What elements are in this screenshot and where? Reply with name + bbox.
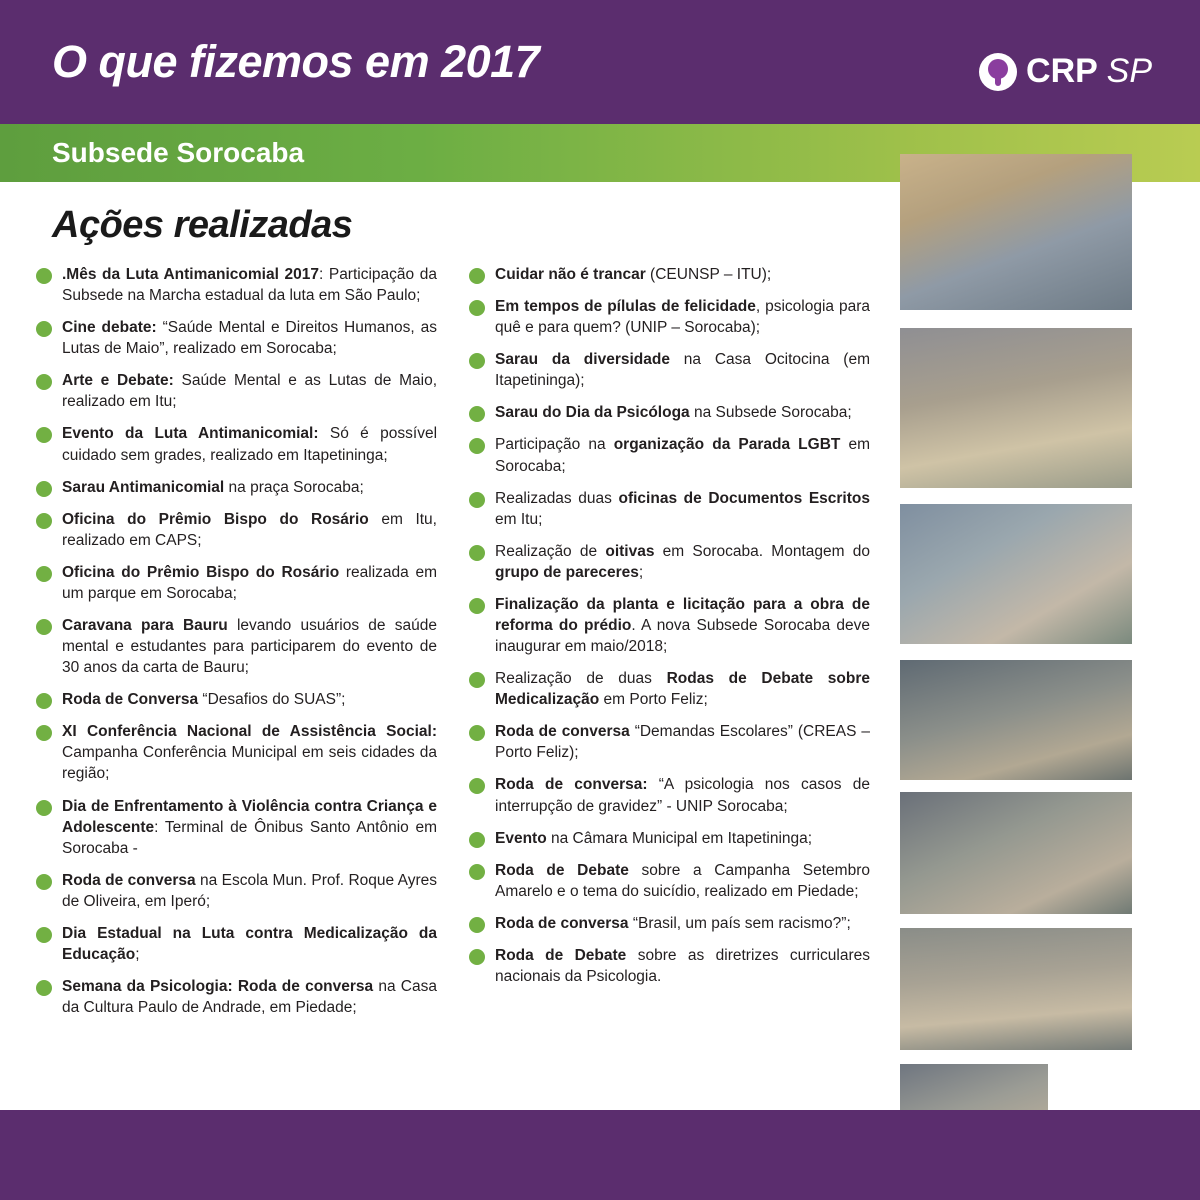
list-item-text: Roda de Debate sobre a Campanha Setembro Amarelo e o tema do suicídio, realizado em Piedade; [495, 861, 870, 900]
list-item-text: Cine debate: “Saúde Mental e Direitos Humanos, as Lutas de Maio”, realizado em Sorocaba; [62, 319, 437, 358]
brand-logo [979, 52, 1152, 91]
list-item [30, 689, 437, 710]
content-sheet [0, 182, 1200, 1110]
list-item-text: Caravana para Bauru levando usuários de saúde mental e estudantes para participarem do evento de 30 anos da carta de Bauru; [62, 617, 437, 677]
list-item [463, 296, 870, 338]
list-item [463, 945, 870, 987]
page-footer [0, 1110, 1200, 1200]
list-item [30, 509, 437, 551]
brand-main: CRP [1026, 52, 1098, 90]
list-item-text: Semana da Psicologia: Roda de conversa na Casa da Cultura Paulo de Andrade, em Piedade; [62, 978, 437, 1017]
bullet-icon [469, 492, 485, 508]
bullet-icon [469, 725, 485, 741]
list-item [463, 541, 870, 583]
photo-gallery [900, 182, 1200, 1110]
list-item [30, 615, 437, 678]
photo-balloons-event-hall [900, 328, 1132, 488]
list-item [30, 870, 437, 912]
bullet-icon [469, 438, 485, 454]
list-item-text: Cuidar não é trancar (CEUNSP – ITU); [495, 266, 772, 283]
list-item [30, 317, 437, 359]
bullet-icon [36, 693, 52, 709]
actions-list-left [30, 264, 437, 1018]
list-item-text: Oficina do Prêmio Bispo do Rosário realizada em um parque em Sorocaba; [62, 563, 438, 602]
bullet-icon [469, 300, 485, 316]
list-item [463, 488, 870, 530]
list-item [463, 434, 870, 476]
list-item [463, 594, 870, 657]
bullet-icon [36, 513, 52, 529]
subheader-title: Subsede Sorocaba [52, 137, 305, 168]
page-title: O que fizemos em 2017 [52, 36, 540, 87]
brand-text [1026, 52, 1152, 91]
list-item [30, 721, 437, 784]
bullet-icon [36, 374, 52, 390]
list-item [463, 264, 870, 285]
page-header [0, 0, 1200, 124]
bullet-icon [469, 949, 485, 965]
photo-classroom-audience [900, 660, 1132, 780]
bullet-icon [36, 874, 52, 890]
list-item [30, 562, 437, 604]
bullet-icon [36, 725, 52, 741]
column-left [30, 264, 437, 1029]
bullet-icon [36, 321, 52, 337]
list-item-text: Participação na organização da Parada LGBT em Sorocaba; [495, 436, 870, 475]
list-item [30, 796, 437, 859]
section-title: Ações realizadas [52, 204, 353, 246]
list-item [463, 828, 870, 849]
brand-sub: SP [1106, 52, 1152, 90]
bullet-icon [36, 619, 52, 635]
list-item-text: Realizadas duas oficinas de Documentos Escritos em Itu; [495, 489, 870, 528]
list-item [463, 402, 870, 423]
list-item-text: Sarau do Dia da Psicóloga na Subsede Sorocaba; [495, 404, 852, 422]
bullet-icon [36, 427, 52, 443]
list-item-text: Oficina do Prêmio Bispo do Rosário em Itu, realizado em CAPS; [62, 510, 437, 549]
bullet-icon [469, 406, 485, 422]
actions-list-right [463, 264, 870, 987]
column-right [463, 264, 870, 1029]
list-item [463, 349, 870, 391]
bullet-icon [469, 598, 485, 614]
bullet-icon [469, 545, 485, 561]
list-item [30, 976, 437, 1018]
list-item-text: Roda de conversa: “A psicologia nos casos de interrupção de gravidez” - UNIP Sorocaba; [495, 776, 870, 815]
list-item [30, 923, 437, 965]
list-item-text: Dia de Enfrentamento à Violência contra Criança e Adolescente: Terminal de Ônibus Santo Antônio em Sorocaba - [62, 797, 437, 857]
bullet-icon [36, 980, 52, 996]
list-item-text: Dia Estadual na Luta contra Medicalização da Educação; [62, 924, 437, 964]
list-item-text: Sarau da diversidade na Casa Ocitocina (em Itapetininga); [495, 351, 870, 390]
bullet-icon [36, 800, 52, 816]
list-item [30, 264, 437, 306]
photo-auditorium-presentation [900, 504, 1132, 644]
list-item [463, 913, 870, 934]
list-item-text: Sarau Antimanicomial na praça Sorocaba; [62, 478, 364, 496]
bullet-icon [36, 481, 52, 497]
list-item-text: Arte e Debate: Saúde Mental e as Lutas de Maio, realizado em Itu; [62, 372, 437, 411]
bullet-icon [469, 778, 485, 794]
bullet-icon [469, 672, 485, 688]
list-item [463, 668, 870, 710]
list-item-text: Finalização da planta e licitação para a obra de reforma do prédio. A nova Subsede Sorocaba deve inaugurar em maio/2018; [495, 595, 870, 656]
list-item-text: Roda de Debate sobre as diretrizes curriculares nacionais da Psicologia. [495, 946, 870, 986]
list-item [463, 774, 870, 816]
photo-meeting-room-tables [900, 928, 1132, 1050]
list-columns [30, 264, 870, 1029]
list-item-text: Realização de duas Rodas de Debate sobre Medicalização em Porto Feliz; [495, 670, 870, 709]
list-item-text: .Mês da Luta Antimanicomial 2017: Participação da Subsede na Marcha estadual da luta em São Paulo; [62, 266, 437, 305]
list-item [30, 423, 437, 465]
bullet-icon [36, 268, 52, 284]
bullet-icon [469, 917, 485, 933]
crp-logo-icon [979, 53, 1017, 91]
list-item-text: Roda de Conversa “Desafios do SUAS”; [62, 691, 346, 709]
list-item-text: Em tempos de pílulas de felicidade, psicologia para quê e para quem? (UNIP – Sorocaba); [495, 298, 871, 337]
list-item [30, 370, 437, 412]
bullet-icon [36, 927, 52, 943]
bullet-icon [469, 353, 485, 369]
list-item [30, 477, 437, 498]
bullet-icon [469, 864, 485, 880]
list-item-text: Evento na Câmara Municipal em Itapetininga; [495, 829, 813, 847]
list-item-text: Roda de conversa “Brasil, um país sem racismo?”; [495, 914, 851, 932]
bullet-icon [469, 832, 485, 848]
list-item-text: Roda de conversa “Demandas Escolares” (CREAS – Porto Feliz); [495, 723, 870, 762]
list-item-text: Roda de conversa na Escola Mun. Prof. Roque Ayres de Oliveira, em Iperó; [62, 871, 437, 910]
list-item [463, 860, 870, 902]
bullet-icon [36, 566, 52, 582]
list-item [463, 721, 870, 763]
photo-lecture-hall-seats [900, 792, 1132, 914]
bullet-icon [469, 268, 485, 284]
photo-group-students-yellow-shirts [900, 154, 1132, 310]
list-item-text: Evento da Luta Antimanicomial: Só é possível cuidado sem grades, realizado em Itapetininga; [62, 425, 438, 464]
list-item-text: Realização de oitivas em Sorocaba. Montagem do grupo de pareceres; [495, 542, 870, 581]
list-item-text: XI Conferência Nacional de Assistência Social: Campanha Conferência Municipal em seis cidades da região; [62, 723, 437, 783]
